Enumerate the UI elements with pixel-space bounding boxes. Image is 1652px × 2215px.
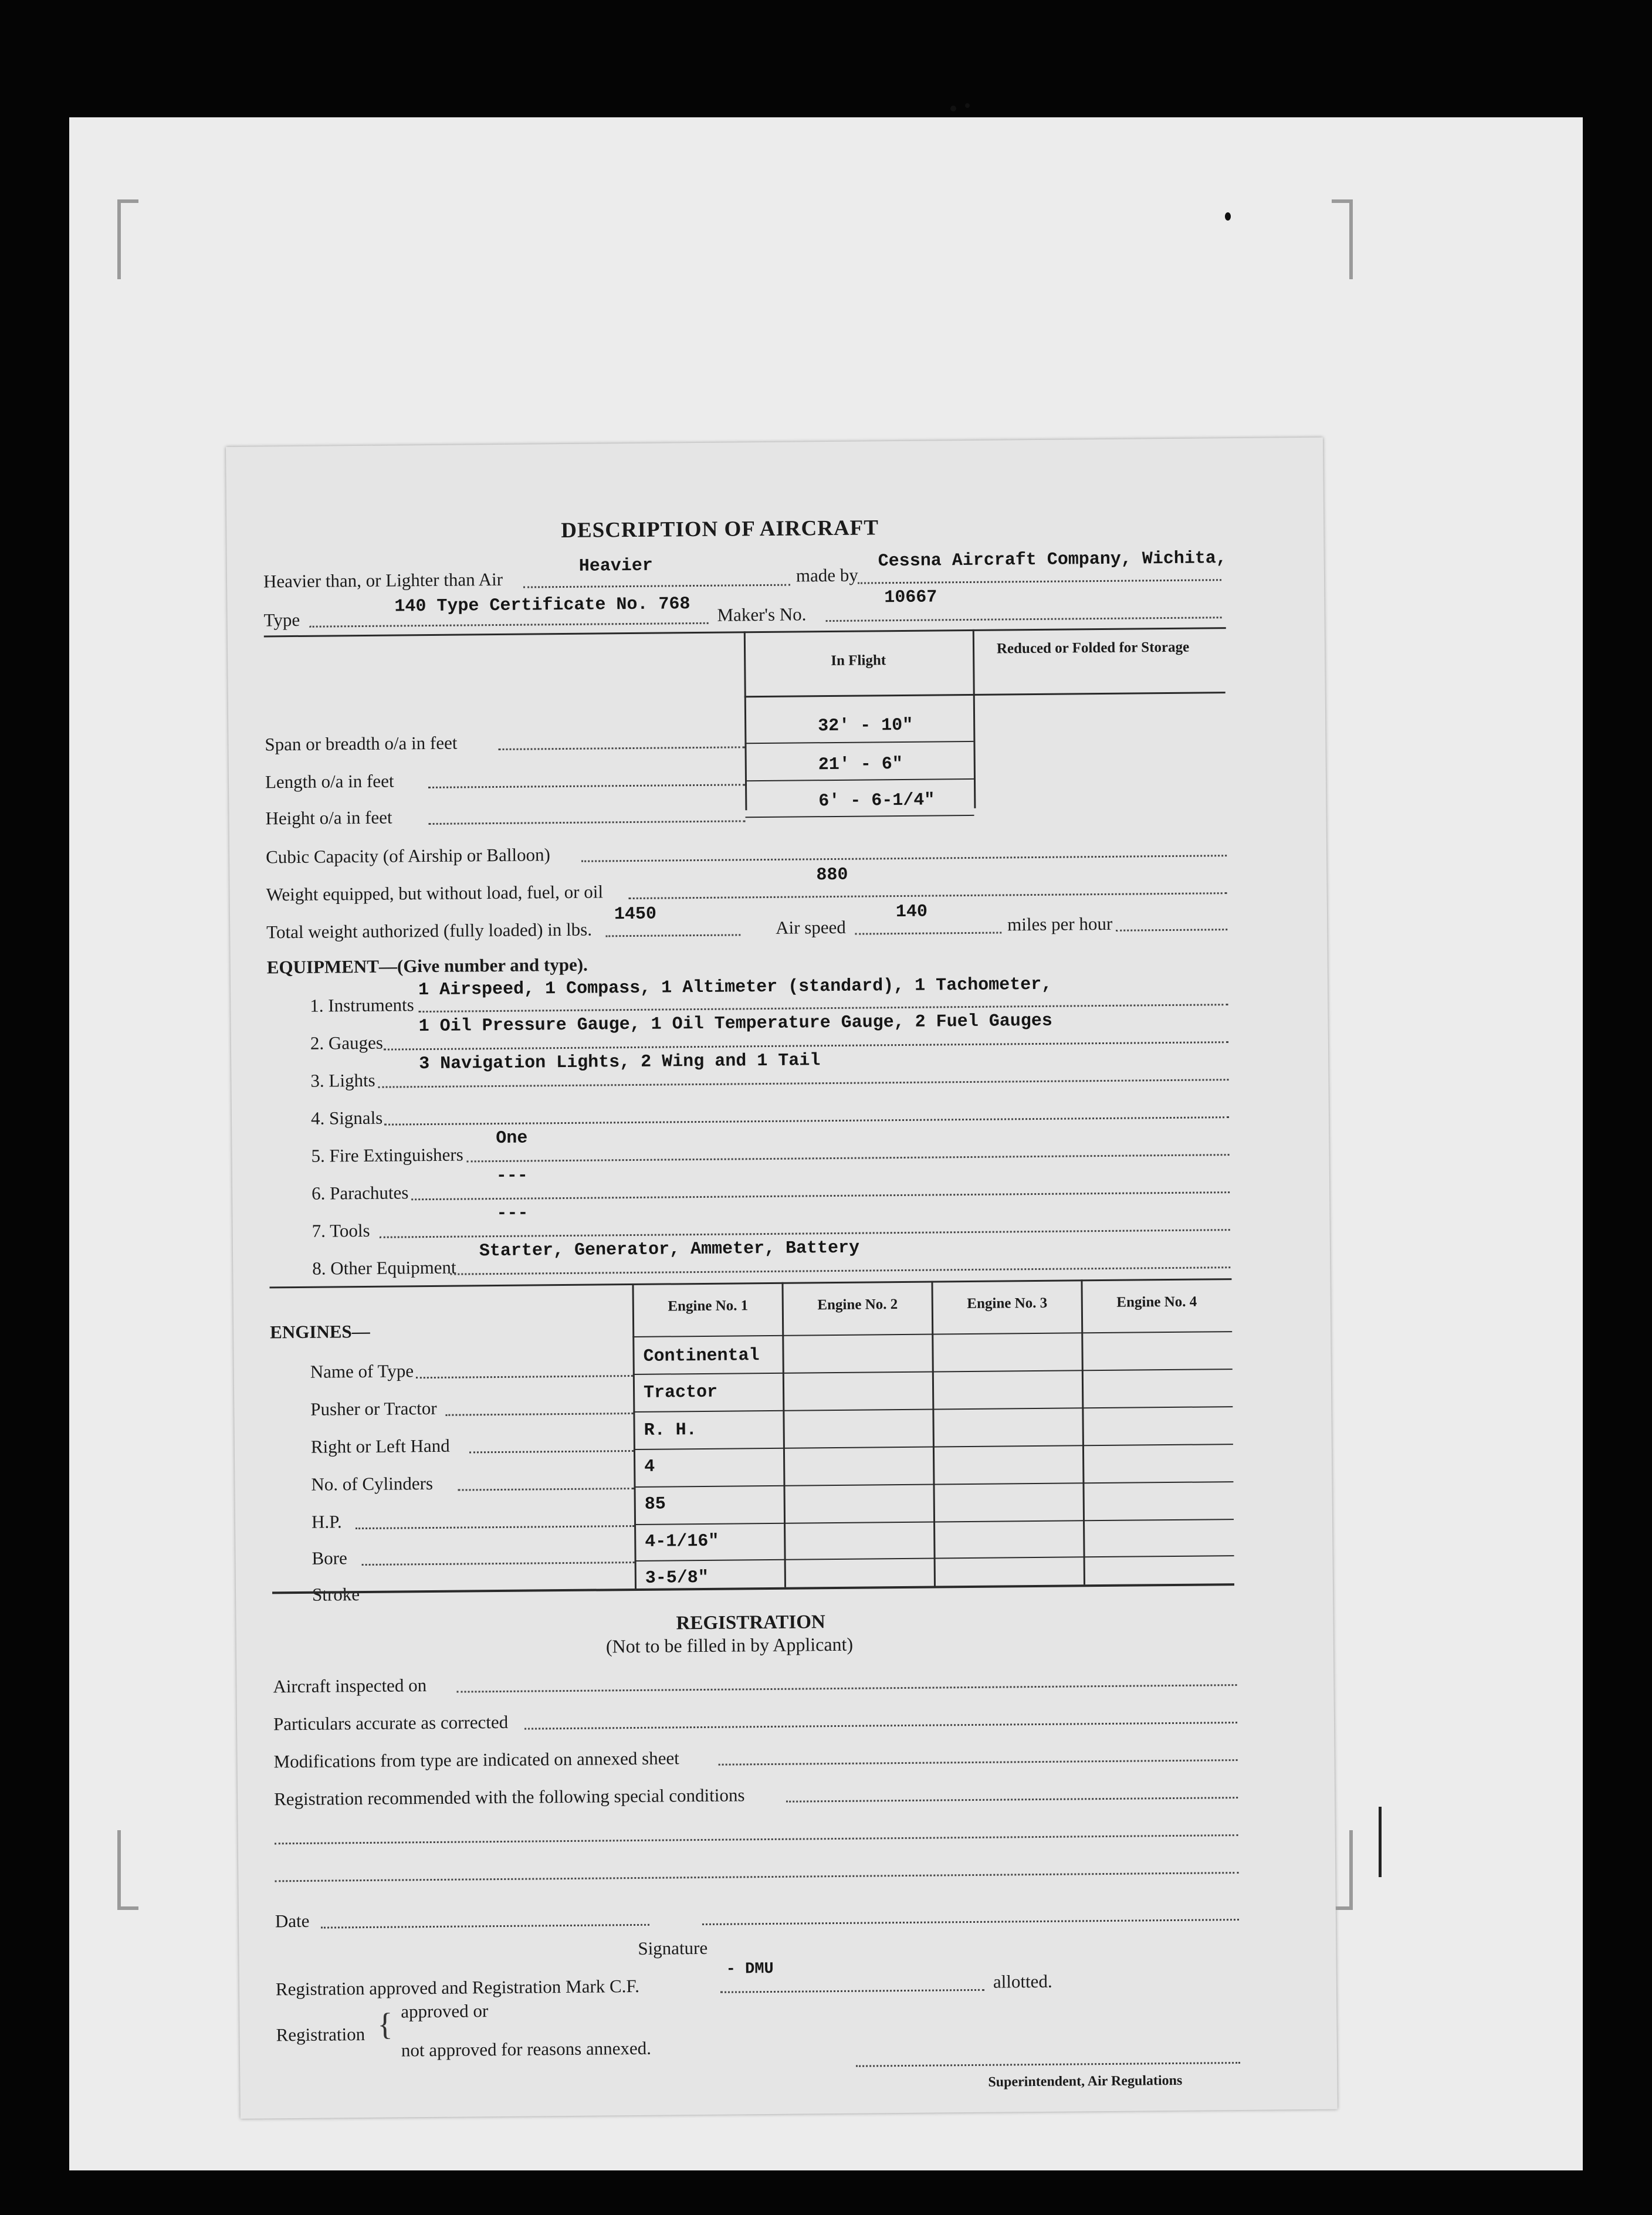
mark-value: - DMU xyxy=(726,1960,774,1979)
engine-row-value: 4-1/16" xyxy=(645,1531,719,1552)
allotted-label: allotted. xyxy=(993,1970,1052,1992)
not-approved: not approved for reasons annexed. xyxy=(401,2037,652,2061)
corner-mark-top-left xyxy=(117,199,138,279)
dust-speck xyxy=(965,103,970,108)
recommended-label: Registration recommended with the following special conditions xyxy=(273,1784,745,1810)
dotted-line xyxy=(445,1413,633,1416)
engine-row-label: H.P. xyxy=(311,1511,342,1532)
weight-equipped-value: 880 xyxy=(816,865,848,886)
column-divider xyxy=(931,1281,936,1586)
rule-line xyxy=(746,815,974,818)
dotted-line xyxy=(275,1834,1238,1844)
column-divider xyxy=(781,1282,786,1587)
dim-label: Span or breadth o/a in feet xyxy=(265,732,458,755)
type-value: 140 Type Certificate No. 768 xyxy=(394,594,690,617)
date-label: Date xyxy=(275,1910,310,1932)
col-in-flight: In Flight xyxy=(831,652,886,669)
equipment-value: 1 Oil Pressure Gauge, 1 Oil Temperature Gauge, 2 Fuel Gauges xyxy=(418,1011,1052,1037)
equipment-value: --- xyxy=(496,1203,529,1224)
dotted-line xyxy=(581,855,1227,862)
column-divider xyxy=(632,1283,637,1589)
equipment-label: 2. Gauges xyxy=(310,1032,384,1054)
dotted-line xyxy=(418,1004,1228,1012)
dotted-line xyxy=(702,1919,1239,1925)
dotted-line xyxy=(429,820,746,825)
engines-heading: ENGINES— xyxy=(270,1320,370,1343)
superintendent-label: Superintendent, Air Regulations xyxy=(988,2072,1183,2090)
approved-or: approved or xyxy=(401,2000,489,2022)
dotted-line xyxy=(384,1041,1228,1051)
engine-row-label: Bore xyxy=(312,1547,347,1569)
equipment-label: 8. Other Equipment xyxy=(312,1256,456,1279)
dotted-line xyxy=(855,932,1001,934)
makers-no-label: Maker's No. xyxy=(717,604,807,625)
dotted-line xyxy=(467,1154,1230,1162)
dotted-line xyxy=(362,1562,635,1566)
equipment-value: One xyxy=(496,1128,528,1149)
dotted-line xyxy=(380,1229,1230,1238)
equipment-label: 4. Signals xyxy=(310,1107,383,1129)
heavier-lighter-value: Heavier xyxy=(578,556,653,577)
dotted-line xyxy=(356,1525,634,1529)
modifications-label: Modifications from type are indicated on annexed sheet xyxy=(273,1747,679,1772)
heavier-lighter-label: Heavier than, or Lighter than Air xyxy=(263,568,503,592)
corner-mark-bottom-left xyxy=(117,1830,138,1910)
equipment-label: 5. Fire Extinguishers xyxy=(311,1144,463,1166)
rule-line xyxy=(269,1278,1231,1288)
engine-row-label: Pusher or Tractor xyxy=(310,1397,437,1420)
air-speed-label: Air speed xyxy=(776,916,846,938)
dim-label: Height o/a in feet xyxy=(265,807,392,829)
dotted-line xyxy=(411,1191,1230,1200)
dust-speck xyxy=(1225,212,1231,221)
dim-in-flight: 6' - 6-1/4" xyxy=(818,790,935,812)
particulars-label: Particulars accurate as corrected xyxy=(273,1711,509,1735)
air-speed-value: 140 xyxy=(895,902,928,923)
dust-speck xyxy=(950,106,956,111)
equipment-value: Starter, Generator, Ammeter, Battery xyxy=(479,1238,860,1262)
dotted-line xyxy=(310,622,709,628)
corner-mark-top-right xyxy=(1332,199,1353,279)
total-weight-label: Total weight authorized (fully loaded) in lbs. xyxy=(266,919,593,943)
equipment-value: 3 Navigation Lights, 2 Wing and 1 Tail xyxy=(419,1051,821,1075)
dim-label: Length o/a in feet xyxy=(265,770,394,792)
equipment-value: --- xyxy=(496,1166,529,1187)
dotted-line xyxy=(450,1266,1230,1275)
engine-row-label: Name of Type xyxy=(310,1360,414,1382)
equipment-heading: EQUIPMENT—(Give number and type). xyxy=(266,954,588,978)
dotted-line xyxy=(719,1759,1238,1766)
engine-col-4: Engine No. 4 xyxy=(1116,1293,1197,1310)
engine-row-value: R. H. xyxy=(644,1420,697,1441)
engine-row-value: 3-5/8" xyxy=(645,1567,709,1589)
type-label: Type xyxy=(263,609,300,631)
equipment-label: 7. Tools xyxy=(312,1220,370,1241)
column-divider xyxy=(1081,1279,1085,1584)
makers-no-value: 10667 xyxy=(884,587,937,608)
rule-line xyxy=(272,1583,1234,1594)
engine-row-label: No. of Cylinders xyxy=(311,1472,434,1495)
approved-mark-label: Registration approved and Registration Mark C.F. xyxy=(275,1975,640,2000)
registration-label: Registration xyxy=(276,2024,365,2045)
made-by-label: made by xyxy=(795,564,858,586)
signature-label: Signature xyxy=(638,1937,708,1959)
engine-col-3: Engine No. 3 xyxy=(967,1295,1048,1312)
dotted-line xyxy=(378,1079,1229,1088)
form-sheet xyxy=(226,438,1338,2119)
engine-row-value: 85 xyxy=(644,1494,666,1515)
equipment-label: 6. Parachutes xyxy=(311,1182,409,1204)
scan-mark xyxy=(1379,1807,1382,1877)
equipment-value: 1 Airspeed, 1 Compass, 1 Altimeter (standard), 1 Tachometer, xyxy=(418,974,1052,1001)
dotted-line xyxy=(275,1872,1238,1882)
equipment-label: 3. Lights xyxy=(310,1069,375,1091)
engine-row-label: Stroke xyxy=(312,1584,360,1605)
made-by-value: Cessna Aircraft Company, Wichita, xyxy=(878,548,1227,572)
dotted-line xyxy=(428,784,745,788)
dim-in-flight: 21' - 6" xyxy=(818,754,903,775)
mph-label: miles per hour xyxy=(1007,913,1113,935)
dotted-line xyxy=(629,892,1227,899)
inspected-label: Aircraft inspected on xyxy=(273,1675,427,1697)
rule-line xyxy=(745,778,974,781)
weight-equipped-label: Weight equipped, but without load, fuel, or oil xyxy=(266,881,604,905)
brace: { xyxy=(377,2006,393,2042)
dotted-line xyxy=(321,1924,649,1929)
dotted-line xyxy=(416,1375,633,1379)
dotted-line xyxy=(469,1450,634,1453)
dotted-line xyxy=(856,2062,1240,2067)
dotted-line xyxy=(499,746,745,750)
cubic-label: Cubic Capacity (of Airship or Balloon) xyxy=(265,844,550,868)
dim-in-flight: 32' - 10" xyxy=(818,715,913,737)
dotted-line xyxy=(457,1684,1237,1693)
engine-row-label: Right or Left Hand xyxy=(310,1435,450,1457)
dotted-line xyxy=(720,1989,984,1993)
total-weight-value: 1450 xyxy=(614,904,657,925)
col-reduced: Reduced or Folded for Storage xyxy=(996,639,1190,657)
registration-heading: REGISTRATION xyxy=(676,1611,825,1634)
dotted-line xyxy=(858,579,1221,584)
engine-col-1: Engine No. 1 xyxy=(668,1298,749,1315)
dotted-line xyxy=(786,1797,1238,1803)
equipment-label: 1. Instruments xyxy=(310,994,414,1016)
dotted-line xyxy=(826,617,1222,622)
dotted-line xyxy=(523,584,790,588)
engine-row-value: 4 xyxy=(644,1457,655,1477)
dotted-line xyxy=(384,1116,1229,1126)
dotted-line xyxy=(524,1722,1237,1730)
form-title: DESCRIPTION OF AIRCRAFT xyxy=(561,516,879,543)
engine-row-value: Continental xyxy=(643,1346,760,1367)
engine-row-value: Tractor xyxy=(643,1382,718,1403)
dotted-line xyxy=(605,934,740,937)
dotted-line xyxy=(1116,929,1227,932)
rule-line xyxy=(744,692,1226,697)
engine-col-2: Engine No. 2 xyxy=(817,1296,898,1313)
registration-subheading: (Not to be filled in by Applicant) xyxy=(605,1633,854,1657)
rule-line xyxy=(744,741,973,744)
dotted-line xyxy=(458,1488,634,1491)
